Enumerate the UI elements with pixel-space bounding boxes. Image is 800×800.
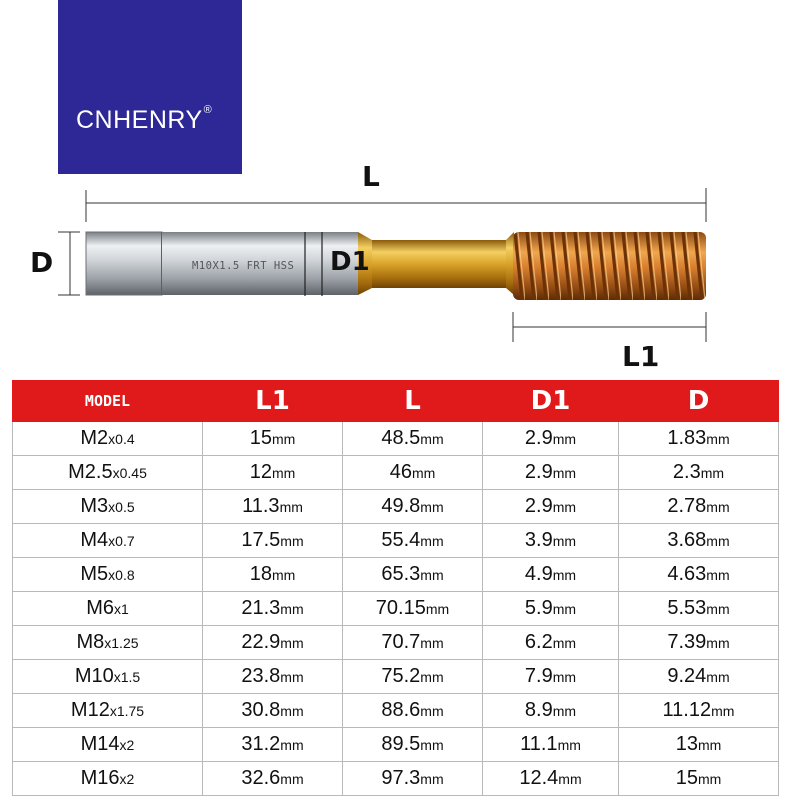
model-cell <box>13 456 203 490</box>
d-value: 4.63 <box>667 563 707 585</box>
unit-label: mm <box>552 465 577 481</box>
model-cell <box>13 524 203 558</box>
d-value: 2.78 <box>667 495 707 517</box>
d1-value: 6.2 <box>524 631 553 653</box>
d-value: 13 <box>675 733 698 755</box>
model-pitch: x2 <box>119 771 135 787</box>
unit-label: mm <box>420 737 444 753</box>
model-size: M16 <box>80 767 120 789</box>
l1-value: 11.3 <box>242 495 280 517</box>
unit-label: mm <box>420 567 444 583</box>
unit-label: mm <box>706 567 730 583</box>
unit-label: mm <box>280 771 304 787</box>
table-row <box>13 456 779 490</box>
spec-table-body <box>13 422 779 796</box>
model-pitch: x0.5 <box>108 499 135 515</box>
model-cell <box>13 592 203 626</box>
header-d: D <box>619 381 779 422</box>
unit-label: mm <box>280 601 304 617</box>
d1-value: 2.9 <box>524 461 553 483</box>
unit-label: mm <box>552 635 577 651</box>
l-value: 88.6 <box>381 699 421 721</box>
l-value: 46 <box>389 461 412 483</box>
tap-square-end <box>86 232 162 295</box>
d1-cell <box>483 456 619 490</box>
l1-cell <box>203 592 343 626</box>
l-cell <box>343 694 483 728</box>
unit-label: mm <box>706 499 730 515</box>
model-pitch: x1.75 <box>109 703 145 719</box>
l-value: 49.8 <box>381 495 421 517</box>
table-row <box>13 660 779 694</box>
d1-value: 11.1 <box>520 733 558 755</box>
model-cell <box>13 694 203 728</box>
d-value: 1.83 <box>667 427 707 449</box>
unit-label: mm <box>700 465 725 481</box>
model-size: M2.5 <box>68 461 113 483</box>
header-l1: L1 <box>203 381 343 422</box>
label-l1: L1 <box>622 340 660 373</box>
model-pitch: x0.4 <box>108 431 135 447</box>
l1-cell <box>203 728 343 762</box>
l-value: 70.15 <box>375 597 426 619</box>
l-value: 97.3 <box>381 767 421 789</box>
model-pitch: x0.45 <box>112 465 147 481</box>
model-cell <box>13 490 203 524</box>
label-l: L <box>362 160 380 193</box>
model-cell <box>13 660 203 694</box>
d-value: 7.39 <box>667 631 707 653</box>
table-header-row <box>13 381 779 422</box>
table-row <box>13 592 779 626</box>
d-value: 5.53 <box>667 597 707 619</box>
l1-cell <box>203 626 343 660</box>
l-cell <box>343 660 483 694</box>
d1-value: 5.9 <box>524 597 553 619</box>
unit-label: mm <box>552 601 577 617</box>
d-cell <box>619 592 779 626</box>
unit-label: mm <box>411 465 436 481</box>
unit-label: mm <box>425 601 450 617</box>
unit-label: mm <box>280 533 304 549</box>
l1-value: 22.9 <box>241 631 281 653</box>
unit-label: mm <box>706 533 730 549</box>
header-l: L <box>343 381 483 422</box>
d1-value: 7.9 <box>524 665 553 687</box>
d1-cell <box>483 626 619 660</box>
l1-value: 32.6 <box>241 767 281 789</box>
l1-cell <box>203 558 343 592</box>
d1-value: 12.4 <box>519 767 559 789</box>
unit-label: mm <box>706 635 730 651</box>
table-row <box>13 762 779 796</box>
d-value: 11.12 <box>662 699 712 721</box>
d-cell <box>619 490 779 524</box>
d-cell <box>619 456 779 490</box>
unit-label: mm <box>706 601 730 617</box>
l1-cell <box>203 762 343 796</box>
l1-value: 17.5 <box>241 529 281 551</box>
d-value: 3.68 <box>667 529 707 551</box>
unit-label: mm <box>552 431 577 447</box>
l1-value: 30.8 <box>241 699 281 721</box>
l1-cell <box>203 524 343 558</box>
unit-label: mm <box>697 737 722 753</box>
unit-label: mm <box>711 703 735 719</box>
unit-label: mm <box>552 499 577 515</box>
l1-cell <box>203 694 343 728</box>
l-value: 65.3 <box>381 563 421 585</box>
d1-cell <box>483 592 619 626</box>
table-row <box>13 524 779 558</box>
d1-cell <box>483 694 619 728</box>
d1-value: 2.9 <box>524 427 553 449</box>
d-cell <box>619 558 779 592</box>
tap-illustration <box>0 0 800 380</box>
l1-value: 21.3 <box>241 597 281 619</box>
l-cell <box>343 626 483 660</box>
d-cell <box>619 660 779 694</box>
unit-label: mm <box>557 737 581 753</box>
table-row <box>13 422 779 456</box>
l-cell <box>343 728 483 762</box>
l-cell <box>343 592 483 626</box>
tap-neck <box>372 240 506 288</box>
d-cell <box>619 728 779 762</box>
unit-label: mm <box>280 635 304 651</box>
model-cell <box>13 762 203 796</box>
unit-label: mm <box>552 533 577 549</box>
model-cell <box>13 728 203 762</box>
unit-label: mm <box>271 431 296 447</box>
d1-cell <box>483 558 619 592</box>
unit-label: mm <box>271 567 296 583</box>
unit-label: mm <box>558 771 582 787</box>
l1-cell <box>203 490 343 524</box>
model-pitch: x0.7 <box>108 533 135 549</box>
unit-label: mm <box>697 771 722 787</box>
l-cell <box>343 524 483 558</box>
model-pitch: x0.8 <box>108 567 135 583</box>
spec-table <box>12 380 779 796</box>
header-model: MODEL <box>13 381 203 422</box>
l1-value: 18 <box>249 563 272 585</box>
label-d: D <box>30 246 54 279</box>
d-value: 2.3 <box>672 461 701 483</box>
unit-label: mm <box>420 533 444 549</box>
l-cell <box>343 558 483 592</box>
model-size: M4 <box>80 529 109 551</box>
d-cell <box>619 626 779 660</box>
l1-cell <box>203 422 343 456</box>
header-d1: D1 <box>483 381 619 422</box>
l-cell <box>343 762 483 796</box>
table-row <box>13 558 779 592</box>
l1-value: 15 <box>249 427 272 449</box>
model-size: M8 <box>76 631 105 653</box>
d1-cell <box>483 422 619 456</box>
unit-label: mm <box>552 669 577 685</box>
unit-label: mm <box>552 703 577 719</box>
label-d1: D1 <box>330 247 370 277</box>
l-value: 75.2 <box>381 665 421 687</box>
model-size: M6 <box>86 597 114 619</box>
d1-cell <box>483 728 619 762</box>
table-row <box>13 728 779 762</box>
model-size: M2 <box>80 427 109 449</box>
l1-value: 23.8 <box>241 665 281 687</box>
model-pitch: x1 <box>114 601 129 617</box>
unit-label: mm <box>280 703 304 719</box>
l-value: 70.7 <box>381 631 421 653</box>
unit-label: mm <box>420 771 444 787</box>
unit-label: mm <box>552 567 577 583</box>
unit-label: mm <box>420 431 444 447</box>
l1-cell <box>203 456 343 490</box>
d1-value: 2.9 <box>524 495 553 517</box>
unit-label: mm <box>271 465 296 481</box>
d1-cell <box>483 490 619 524</box>
model-size: M12 <box>70 699 110 721</box>
unit-label: mm <box>420 669 444 685</box>
shank-marking: M10X1.5 FRT HSS <box>192 260 295 272</box>
d-value: 9.24 <box>667 665 707 687</box>
model-pitch: x2 <box>119 737 135 753</box>
model-pitch: x1.25 <box>104 635 139 651</box>
d-cell <box>619 694 779 728</box>
d1-value: 3.9 <box>524 529 553 551</box>
unit-label: mm <box>279 499 303 515</box>
model-size: M3 <box>80 495 109 517</box>
unit-label: mm <box>420 499 444 515</box>
unit-label: mm <box>706 431 730 447</box>
model-size: M10 <box>74 665 114 687</box>
d1-cell <box>483 660 619 694</box>
l1-value: 12 <box>249 461 272 483</box>
unit-label: mm <box>280 737 304 753</box>
model-size: M14 <box>80 733 120 755</box>
l-value: 55.4 <box>381 529 421 551</box>
d1-value: 8.9 <box>524 699 553 721</box>
unit-label: mm <box>420 703 444 719</box>
model-cell <box>13 626 203 660</box>
brand-name: CNHENRY® <box>76 104 213 134</box>
l-value: 89.5 <box>381 733 421 755</box>
d1-cell <box>483 762 619 796</box>
l-cell <box>343 456 483 490</box>
d-cell <box>619 762 779 796</box>
d-value: 15 <box>675 767 698 789</box>
table-row <box>13 490 779 524</box>
d-cell <box>619 524 779 558</box>
model-size: M5 <box>80 563 109 585</box>
model-cell <box>13 558 203 592</box>
unit-label: mm <box>420 635 444 651</box>
l-cell <box>343 490 483 524</box>
d1-cell <box>483 524 619 558</box>
d1-value: 4.9 <box>524 563 553 585</box>
d-cell <box>619 422 779 456</box>
model-cell <box>13 422 203 456</box>
table-row <box>13 626 779 660</box>
model-pitch: x1.5 <box>113 669 141 685</box>
registered-mark: ® <box>203 104 213 116</box>
l1-cell <box>203 660 343 694</box>
unit-label: mm <box>706 669 730 685</box>
table-row <box>13 694 779 728</box>
l1-value: 31.2 <box>241 733 281 755</box>
tap-diagram <box>0 0 800 380</box>
l-value: 48.5 <box>381 427 421 449</box>
l-cell <box>343 422 483 456</box>
unit-label: mm <box>280 669 304 685</box>
